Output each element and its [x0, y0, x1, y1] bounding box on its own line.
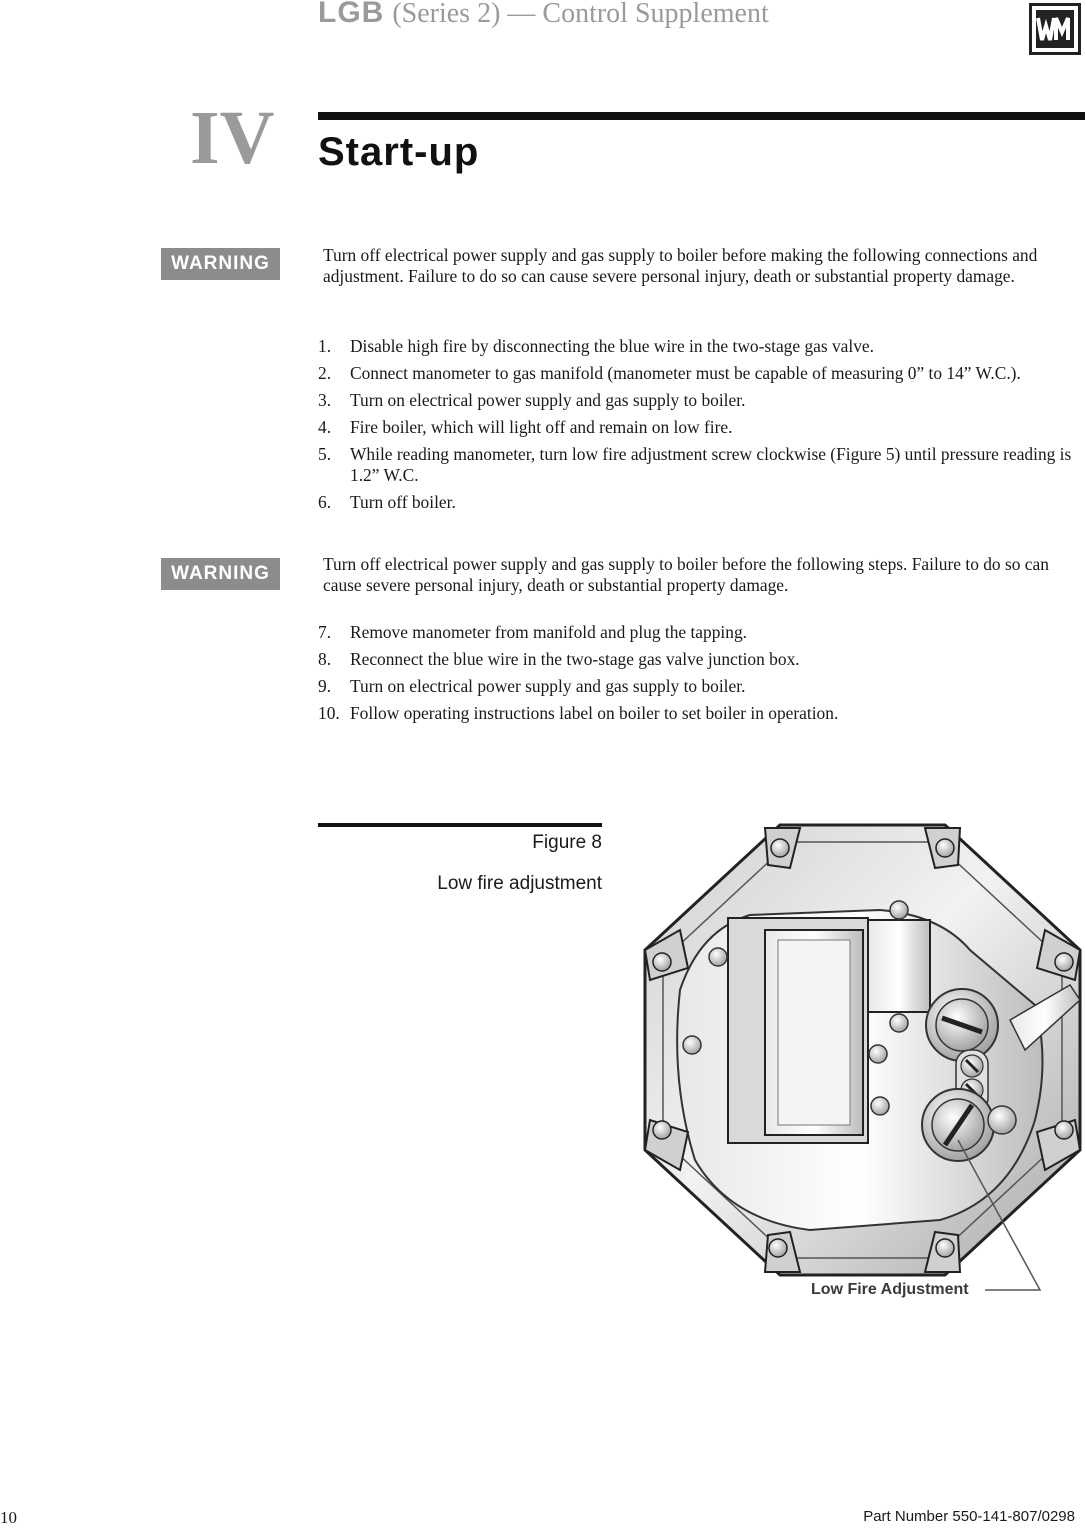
step-text: Turn on electrical power supply and gas supply to boiler. [350, 676, 746, 696]
list-item [318, 390, 1085, 411]
figure-rule [318, 823, 602, 827]
warning-text: Turn off electrical power supply and gas supply to boiler before the following steps. Failure to do so can cause severe personal injury, death or substantial property damage. [323, 554, 1049, 595]
part-number: Part Number 550-141-807/0298 [863, 1508, 1075, 1525]
step-number: 8. [318, 649, 332, 669]
step-text: Turn off boiler. [350, 492, 456, 512]
step-number: 1. [318, 336, 332, 356]
brand-logo [1029, 3, 1081, 55]
page-header [318, 0, 769, 30]
step-text: While reading manometer, turn low fire adjustment screw clockwise (Figure 5) until pressure reading is 1.2” W.C. [350, 444, 1072, 485]
step-number: 7. [318, 622, 332, 642]
page-number: 10 [0, 1508, 17, 1527]
step-number: 5. [318, 444, 332, 464]
step-text: Turn on electrical power supply and gas supply to boiler. [350, 390, 746, 410]
list-item [318, 676, 1085, 697]
step-text: Follow operating instructions label on boiler to set boiler in operation. [350, 703, 839, 723]
list-item [318, 703, 1085, 724]
steps-list-a [318, 336, 1085, 519]
warning-badge: WARNING [161, 248, 280, 280]
step-number: 9. [318, 676, 332, 696]
figure-title: Low fire adjustment [437, 873, 602, 894]
warning-text: Turn off electrical power supply and gas supply to boiler before making the following connections and adjustment. Failure to do so can cause severe personal injury, death or substantial property damage. [323, 245, 1038, 286]
low-fire-adjustment-callout: Low Fire Adjustment [811, 1281, 969, 1298]
list-item [318, 363, 1085, 384]
warning-badge: WARNING [161, 558, 280, 590]
step-text: Reconnect the blue wire in the two-stage gas valve junction box. [350, 649, 800, 669]
list-item [318, 444, 1085, 486]
step-text: Disable high fire by disconnecting the blue wire in the two-stage gas valve. [350, 336, 874, 356]
step-text: Fire boiler, which will light off and remain on low fire. [350, 417, 733, 437]
step-number: 4. [318, 417, 332, 437]
section-title: Start-up [318, 130, 480, 174]
step-text: Connect manometer to gas manifold (manometer must be capable of measuring 0” to 14” W.C.). [350, 363, 1021, 383]
list-item [318, 492, 1085, 513]
section-number: IV [190, 96, 275, 180]
step-number: 6. [318, 492, 332, 512]
step-number: 10. [318, 703, 340, 723]
gas-valve-illustration [640, 820, 1085, 1310]
list-item [318, 336, 1085, 357]
list-item [318, 622, 1085, 643]
figure-number: Figure 8 [532, 832, 602, 853]
list-item [318, 649, 1085, 670]
step-number: 3. [318, 390, 332, 410]
steps-list-b [318, 622, 1085, 730]
step-number: 2. [318, 363, 332, 383]
list-item [318, 417, 1085, 438]
product-name: LGB [318, 0, 385, 29]
header-subtitle: (Series 2) — Control Supplement [392, 0, 769, 29]
section-rule [318, 112, 1085, 120]
step-text: Remove manometer from manifold and plug the tapping. [350, 622, 747, 642]
